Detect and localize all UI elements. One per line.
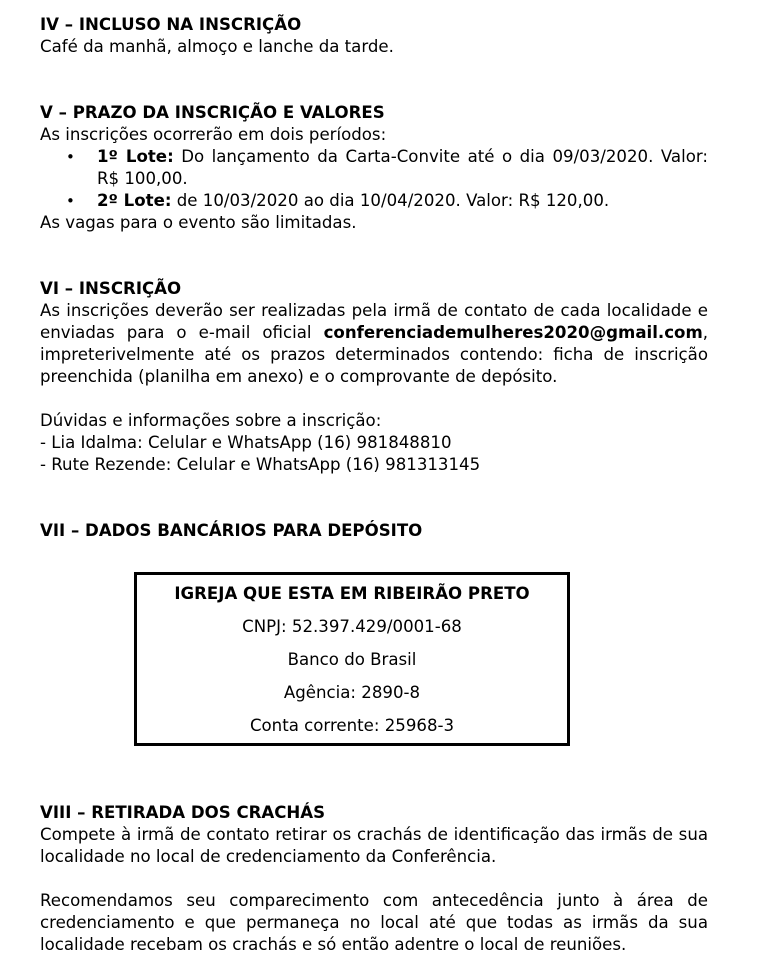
section-title: VII – DADOS BANCÁRIOS PARA DEPÓSITO xyxy=(40,521,423,540)
lot-text: Do lançamento da Carta-Convite até o dia 09/03/2020. Valor: R$ 100,00. xyxy=(97,147,708,188)
document-page xyxy=(40,14,708,542)
lot-text: de 10/03/2020 ao dia 10/04/2020. Valor: R$ 120,00. xyxy=(171,191,610,210)
contact-item: - Lia Idalma: Celular e WhatsApp (16) 981848810 xyxy=(40,433,452,452)
section-text: Café da manhã, almoço e lanche da tarde. xyxy=(40,37,394,56)
registration-line1: As inscrições deverão ser realizadas pela irmã de contato de cada localidade e enviadas para o e-mail oficial xyxy=(40,301,708,342)
section-title: VIII – RETIRADA DOS CRACHÁS xyxy=(40,803,326,822)
section-deadline-values xyxy=(40,102,708,234)
bank-cnpj: CNPJ: 52.397.429/0001-68 xyxy=(242,617,462,636)
section-title: V – PRAZO DA INSCRIÇÃO E VALORES xyxy=(40,103,385,122)
section-badges xyxy=(40,802,708,956)
lot-list xyxy=(40,146,708,212)
badges-text-2: Recomendamos seu comparecimento com antecedência junto à área de credenciamento e que permaneça no local até que todas as irmãs da sua localidade recebam os crachás e só então adentre o local de reuniões. xyxy=(40,891,708,954)
lot-label: 2º Lote: xyxy=(97,191,172,210)
bank-name: Banco do Brasil xyxy=(287,650,417,669)
registration-email[interactable]: conferenciademulheres2020@gmail.com xyxy=(323,323,703,342)
contacts-title: Dúvidas e informações sobre a inscrição: xyxy=(40,411,382,430)
section-note: As vagas para o evento são limitadas. xyxy=(40,213,357,232)
registration-line2: , impreterivelmente até os prazos determinados contendo: ficha de inscrição preenchida (planilha em anexo) e o comprovante de depósito. xyxy=(40,323,709,386)
bank-account-holder: IGREJA QUE ESTA EM RIBEIRÃO PRETO xyxy=(174,584,530,603)
bank-details-box xyxy=(134,572,570,746)
lot-label: 1º Lote: xyxy=(97,147,174,166)
section-included xyxy=(40,14,708,58)
lot-item xyxy=(97,146,708,190)
lot-item xyxy=(97,190,708,212)
section-bank-details xyxy=(40,520,708,542)
registration-text xyxy=(40,300,708,388)
section-intro: As inscrições ocorrerão em dois períodos: xyxy=(40,125,387,144)
bank-agency: Agência: 2890-8 xyxy=(283,683,421,702)
contact-item: - Rute Rezende: Celular e WhatsApp (16) 981313145 xyxy=(40,455,481,474)
badges-text-1: Compete à irmã de contato retirar os crachás de identificação das irmãs de sua localidade no local de credenciamento da Conferência. xyxy=(40,825,708,866)
section-registration xyxy=(40,278,708,476)
section-title: IV – INCLUSO NA INSCRIÇÃO xyxy=(40,15,302,34)
bank-account: Conta corrente: 25968-3 xyxy=(249,716,455,735)
section-title: VI – INSCRIÇÃO xyxy=(40,279,182,298)
